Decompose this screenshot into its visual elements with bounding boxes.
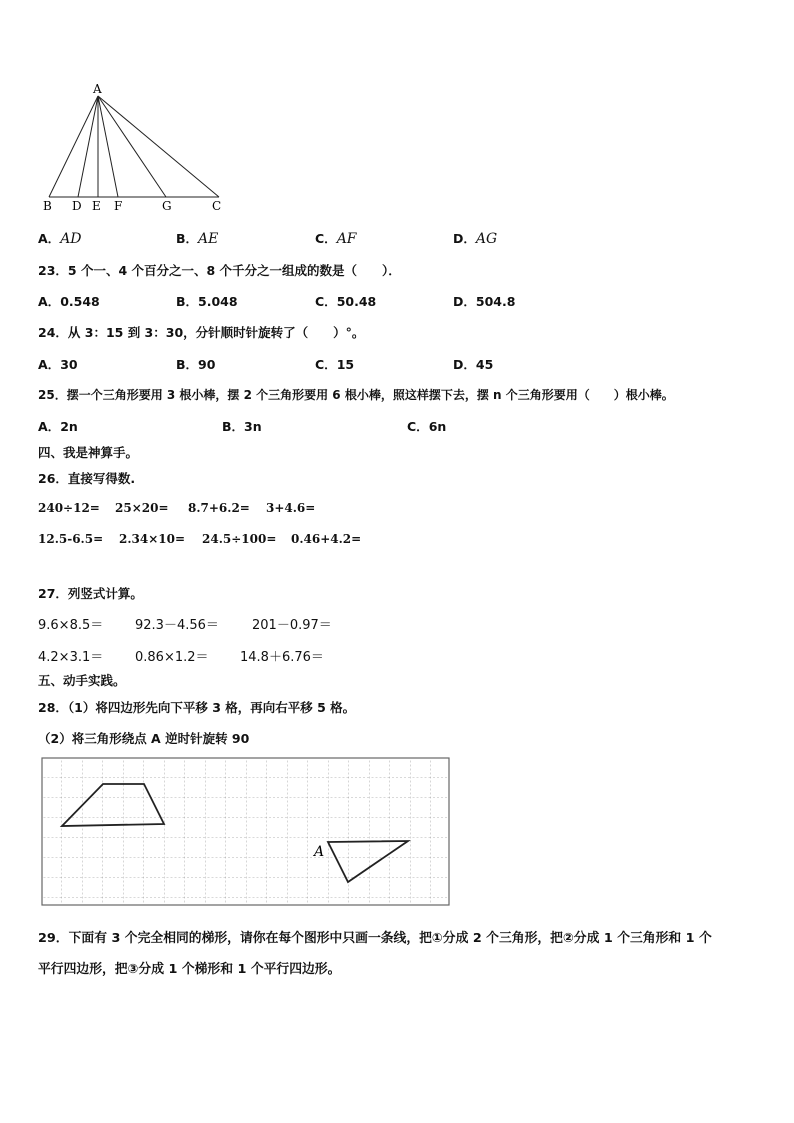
q26-item: 24.5÷100= xyxy=(202,532,277,546)
q26-item: 2.34×10= xyxy=(119,532,186,546)
q24-option-b[interactable]: B．90 xyxy=(176,357,216,372)
q23-option-a[interactable]: A．0.548 xyxy=(38,294,100,309)
q25-option-c[interactable]: C．6n xyxy=(407,419,447,434)
label-a: A xyxy=(93,82,102,96)
q22-option-b[interactable]: B．AE xyxy=(176,231,219,247)
segment-ac xyxy=(98,96,219,197)
label-g: G xyxy=(162,199,172,213)
q22-option-d[interactable]: D．AG xyxy=(453,231,498,247)
q23-option-b[interactable]: B．5.048 xyxy=(176,294,238,309)
q29-line1: 29．下面有 3 个完全相同的梯形，请你在每个图形中只画一条线，把①分成 2 个三角形，把②分成 1 个三角形和 1 个 xyxy=(38,931,712,946)
label-f: F xyxy=(114,199,123,213)
label-d: D xyxy=(72,199,82,213)
q27-item: 201－0.97＝ xyxy=(252,618,332,633)
q23-option-c[interactable]: C．50.48 xyxy=(315,294,377,309)
q27-question: 27．列竖式计算。 xyxy=(38,586,143,601)
q25-option-b[interactable]: B．3n xyxy=(222,419,262,434)
q22-option-a[interactable]: A．AD xyxy=(38,231,82,247)
q26-item: 8.7+6.2= xyxy=(188,501,250,515)
q24-question: 24．从 3：15 到 3：30，分针顺时针旋转了（ ）°。 xyxy=(38,325,365,340)
point-a-label: A xyxy=(314,844,325,860)
label-b: B xyxy=(43,199,52,213)
q27-item: 0.86×1.2＝ xyxy=(135,650,209,665)
q25-option-a[interactable]: A．2n xyxy=(38,419,78,434)
q26-item: 3+4.6= xyxy=(266,501,316,515)
section-4-heading: 四、我是神算手。 xyxy=(38,445,139,460)
q25-question: 25．摆一个三角形要用 3 根小棒，摆 2 个三角形要用 6 根小棒，照这样摆下去，摆 n 个三角形要用（ ）根小棒。 xyxy=(38,388,674,402)
q27-item: 92.3－4.56＝ xyxy=(135,618,219,633)
q26-item: 240÷12= xyxy=(38,501,100,515)
label-e: E xyxy=(92,199,101,213)
q26-item: 0.46+4.2= xyxy=(291,532,362,546)
q26-item: 25×20= xyxy=(115,501,169,515)
q26-item: 12.5-6.5= xyxy=(38,532,104,546)
label-c: C xyxy=(212,199,222,213)
segment-ab xyxy=(49,96,98,197)
q28-part1: 28．（1）将四边形先向下平移 3 格，再向右平移 5 格。 xyxy=(38,700,356,715)
section-5-heading: 五、动手实践。 xyxy=(38,673,126,688)
q24-option-d[interactable]: D．45 xyxy=(453,357,494,372)
q27-item: 4.2×3.1＝ xyxy=(38,650,104,665)
q24-option-a[interactable]: A．30 xyxy=(38,357,78,372)
q24-option-c[interactable]: C．15 xyxy=(315,357,355,372)
q27-item: 14.8＋6.76＝ xyxy=(240,650,324,665)
q26-question: 26．直接写得数. xyxy=(38,471,136,486)
grid-board xyxy=(42,758,449,905)
q27-item: 9.6×8.5＝ xyxy=(38,618,104,633)
q23-question: 23．5 个一、4 个百分之一、8 个千分之一组成的数是（ ）． xyxy=(38,263,401,278)
segment-ad xyxy=(78,96,98,197)
q29-line2: 平行四边形，把③分成 1 个梯形和 1 个平行四边形。 xyxy=(38,962,341,977)
grid-figure xyxy=(41,757,451,907)
q23-option-d[interactable]: D．504.8 xyxy=(453,294,516,309)
q28-part2: （2）将三角形绕点 A 逆时针旋转 90 xyxy=(38,731,250,746)
triangle-figure xyxy=(38,82,238,217)
q22-option-c[interactable]: C．AF xyxy=(315,231,357,247)
